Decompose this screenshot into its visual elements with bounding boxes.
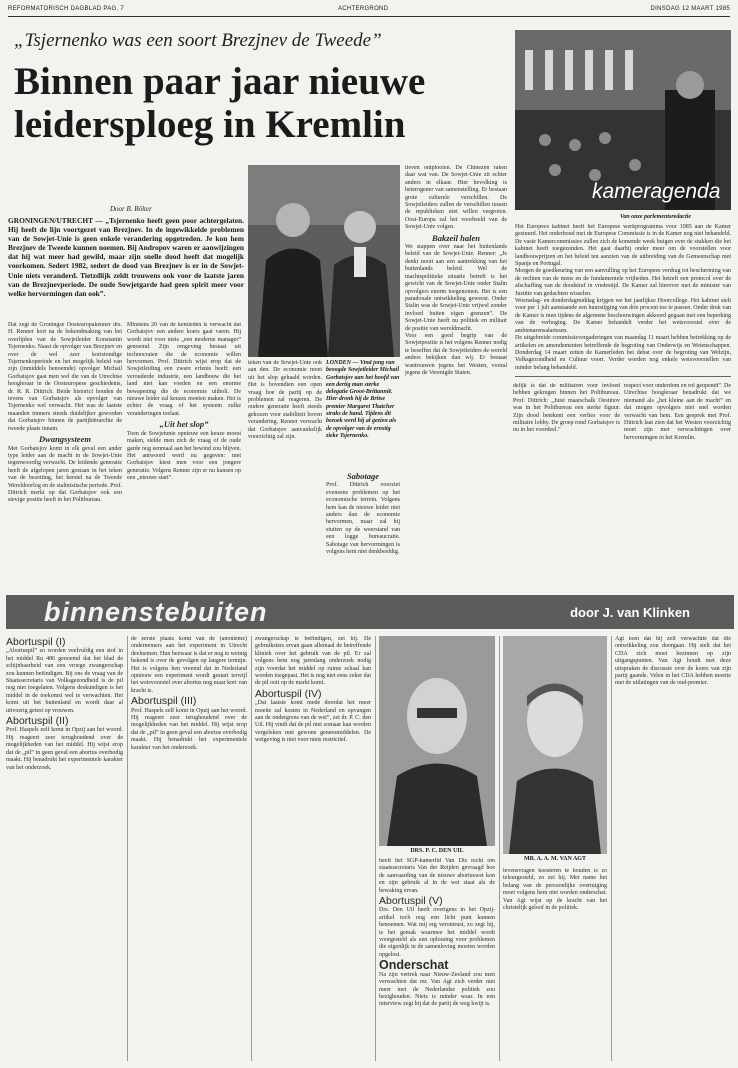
column-divider	[499, 636, 500, 1061]
van-agt-caption: MR. A. A. M. VAN AGT	[524, 856, 586, 862]
abortus-paragraph: Drs. Den Uil heeft overigens in het Opzij-artikel toch nog een licht punt kunnen benoemen. Wat mij erg verontrust, zo zegt hij, is het gemak waarmee het middel wordt voorgesteld als een oplossing voor problemen die eigenlijk in de samenleving moeten worden opgelost.	[379, 907, 495, 958]
column-divider	[127, 636, 128, 1061]
article-paragraph: Met Gorbatsjov komt in elk geval een ander type leider aan de macht in de Sowjet-Unie tegenwoordig verwacht. De leidende generatie heeft de afgelopen jaren gestaan in het teken van de bezetting, het herstel na de Tweede Wereldoorlog en de stalinistische periode. Prof. Dittrich merkt op dat Gorbatsjov ook een stevige positie heeft in het Politbureau.	[8, 445, 122, 504]
article-column-1	[8, 322, 122, 587]
onderschat-heading: Onderschat	[379, 958, 449, 973]
kameragenda-paragraph: De uitgebreide commissievergaderingen van maandag 11 maart hebben betrekking op de artikelen en amendementen betreffende de begroting van Onderwijs en Wetenschappen. Donderdag 14 maart zetten de Kamerleden het debat over de begroting van Welzijn, Volksgezondheid en Cultuur voort. Verder worden nog enkele wetsvoorstellen van minder belang behandeld.	[515, 335, 731, 371]
kameragenda-paragraph: Woensdag- en donderdagmiddag krijgen we het jaarlijkse Hoorcollege. Het kabinet stelt voor per 1 juli aanstaande een huurstijging van drie procent toe te passen. Onder druk van de Kamer is men tijdens de algemene beschouwingen akkoord gegaan met een beperking van de verhoging. De Kamer behandelt verder het wetsvoorstel over de ambtenarensalarissen.	[515, 298, 731, 334]
header-paper-name: REFORMATORISCH DAGBLAD PAG. 7	[8, 6, 125, 12]
abortus-column-1	[6, 636, 123, 1061]
article-paragraph: Dat zegt de Groningse Oosteuropakenner drs. H. Renner kort na de bekendmaking van het overlijden van de Sowjetleider Konstantin Tsjernenko. Naast de opvolger van Brezjnev en over de wel zeer kortstondige Tsjernenkoperiode en het mogelijk beleid van zijn (inmiddels benoemde) opvolger Michail Gorbatsjov gaat men wel die van de Utrechtse hoogleraar in de Oosteuropese geschiedenis, dr. R. R. Dittrich. Beide historici houden de tevens van Gorbatsjov als opvolger van Tsjernenko wel verwacht. Het was de laatste maanden immers steeds duidelijker geworden dat Gorbatsjov binnen de partijhiërarchie de tweede plaats innam.	[8, 322, 122, 432]
abortus-paragraph: de eerste plaats komt van de (anonieme) ondernemers aan het experiment in Utrecht deelnemen. Hun bezwaar is dat er nog te weinig bekend is over de gevolgen op langere termijn. Het is volgens hen vreemd dat in Nederland opnieuw een experiment wordt gestart terwijl het wetsvoorstel over abortus nog maar kort van kracht is.	[131, 636, 247, 694]
column-divider	[375, 636, 376, 1061]
photo-caption-londen: LONDEN — Vind jong van beoogde Sowjetleider Michail Gorbatsjov aan het hoofd van een dertig man sterke delegatie Groot-Brittannië. Hier dronk hij de Britse premier Margaret Thatcher straks de hand. Tijdens dit bezoek werd hij al gezien als de opvolger van de ernstig zieke Tsjernenko.	[326, 360, 400, 439]
portrait-icon	[379, 636, 495, 846]
abortus-heading-2: Abortuspil (II)	[6, 715, 69, 728]
abortus-column-6	[615, 636, 731, 1061]
kameragenda-title: kameragenda	[592, 180, 721, 203]
article-paragraph: Minstens 20 van de kemleden is verwacht dat Gorbatsjov een andere koers gaat varen. Hij wordt niet voor niets „een moderne manager” genoemd. Zijn omgeving bestaat uit technocraten die de economie willen hervormen. Prof. Dittrich wijst erop dat de Sowjetleiding een zware erfenis heeft: een verouderde industrie, een landbouw die het land niet kan voeden en een enorme bewapening die de economie uitholt. De nieuwe leider zal keuzes moeten maken. Het is echter de vraag of het systeem zulke veranderingen toelaat.	[127, 322, 241, 417]
article-paragraph: teken van de Sowjet-Unie ook aan den. De economie moet uit het slop gehaald worden. Het is bovendien een open vraag hoe de partij op de problemen zal reageren. De oudere generatie heeft steeds gekozen voor stabiliteit boven verandering. Renner verwacht dat Gorbatsjov aanvankelijk voorzichtig zal zijn.	[248, 360, 322, 441]
article-paragraph: Prof. Dittrich voorziet eveneens problemen op het economische terrein. Volgens hem kan de nieuwe leider niet anders dan de economie hervormen, maar zal hij stuiten op de weerstand van een logge bureaucratie. Sabotage van hervormingen is volgens hem niet denkbeeldig.	[326, 482, 400, 556]
article-paragraph: respect voor onderdom en rol geopendt”. De Utrechtse hoogleraar benadrukt dat we niemand als „het kleine aan de macht” en dat mogen opvolgers niet snel worden verwacht van hem. Een gesprek met Prof. Dittrich laat zien dat het Westen voorzichtig moet zijn met verwachtingen over hervormingen in het Kremlin.	[624, 383, 731, 441]
header-rule	[8, 16, 730, 17]
article-byline: Door B. Bölter	[110, 205, 152, 213]
article-column-3	[248, 360, 322, 587]
kameragenda-rule	[515, 376, 731, 377]
abortus-paragraph: Prof. Haspels zelf komt in Opzij aan het woord. Hij reageert zeer terughoudend over de mogelijkheden van het middel. Hij wijst erop dat de „pil” in geen geval een abortus overbodig maakt. Hij benadrukt het experimentele karakter van het onderzoek.	[131, 707, 247, 751]
header-section: ACHTERGROND	[338, 6, 389, 12]
article-paragraph: Voor een goed begrip van de Sowjetpositie is het volgens Renner nodig te beseffen dat de Sowjetleiders de wereld anders bekijken dan wij. Er bestaat wantrouwen jegens het Westen, vooral jegens de Verenigde Staten.	[405, 332, 507, 376]
abortus-column-4b	[379, 858, 495, 1061]
abortus-paragraph: Prof. Haspels zelf komt in Opzij aan het woord. Hij reageert zeer terughoudend over de mogelijkheden van het middel. Hij wijst erop dat de „pil” in geen geval een abortus overbodig maakt. Hij benadrukt het experimentele karakter van het onderzoek.	[6, 727, 123, 771]
article-column-3b	[326, 470, 400, 587]
photo-figures-icon	[248, 165, 400, 357]
column-divider	[251, 636, 252, 1061]
abortus-paragraph: levensvragen koesteren te houden is zo teleurgesteld, zo zei hij. Met name het belang van de persoonlijke overtuiging moet volgens hem niet worden onderschat. Van Agt wijst op de kracht van het christelijk geloof in de politiek.	[503, 868, 607, 912]
abortus-heading-3: Abortuspil (III)	[131, 695, 197, 708]
subhead-bakzeil-halen: Bakzeil halen	[432, 232, 480, 243]
kameragenda-credit: Van onze parlementsredactie	[620, 214, 692, 220]
den-uil-caption: DRS. P. C. DEN UIL	[410, 848, 464, 854]
abortus-paragraph: Na zijn vertrek naar Nieuw-Zeeland zou men verwachten dat mr. Van Agt zich verder niet meer met de Nederlandse politiek zou bezighouden. Niets is minder waar. In een interview zegt hij dat de partij de weg kwijt is.	[379, 971, 495, 1008]
abortus-paragraph: „Dat laatste komt mede doordat het meer moeite zal kosten in Nederland en opvangen aan de ondergrens van de wet”, zei dr. P. C. den Uil. Hij vindt dat de pil niet zomaar kan worden vergeleken met gewone geneesmiddelen. De wetgeving is niet voor niets restrictief.	[255, 700, 371, 744]
article-kicker: „Tsjernenko was een soort Brezjnev de Tweede”	[14, 30, 382, 51]
article-column-6	[513, 383, 620, 587]
van-agt-photo	[503, 636, 607, 854]
subhead-uit-het-slop: „Uit het slop”	[159, 419, 209, 430]
article-paragraph: delijk is dat de militairen voor invloed hebben gekregen binnen het Politbureau. Prof. Dittrich: „Juist maarschalk Oestinov was in het Politbureau een sterke figuur. Zijn dood betekent een verlies voor de militaire lobby. De groep rond Gorbatsjov is nu in het voordeel.”	[513, 383, 620, 434]
abortus-paragraph: heeft het SGP-kamerlid Van Dis recht om staatssecretaris Van der Reijden gevraagd hoe de aanvaarding van de nieuwe abortuswet kon en zijn gebruik al in de wet staat als de bewaking ervan.	[379, 858, 495, 894]
abortus-paragraph: „Abortuspil” zo worden veelvuldig een stof in het middel Ru 486 genoemd dat het blad de schijnbaarheid van een vroege zwangerschap zou kunnen beëindigen. Bij ons de vraag van de Staatssecretaris van Volksgezondheid is de pil nog niet toegelaten. Volgens deskundigen is het middel in de toekomst wel te verwachten. Het komt uit het buitenland en wordt daar al uitvoerig getest op vrouwen.	[6, 648, 123, 714]
kameragenda-paragraph: Het Europees kabinet heeft het Europese werkprogramma voor 1985 aan de Kamer gestuurd. Het onderhoud met de Europese Commissie is in de Kamer nog niet behandeld. De vaste Kamercommissies zullen zich de komende week buigen over de stukken die het kabinet heeft toegezonden. Het gaat daarbij onder meer om de voorstellen voor landbouwprijzen en het beleid ten aanzien van de uitbreiding van de Gemeenschap met Spanje en Portugal.	[515, 224, 731, 268]
subhead-sabotage: Sabotage	[346, 471, 380, 481]
banner-author: door J. van Klinken	[570, 605, 690, 620]
article-paragraph: We stappen over naar het buitenlands beleid van de Sowjet-Unie. Renner: „Je denkt nooit aan een aantrekking van het buitenlands beleid. Wel de machtspolitieke situatie betreft is het gewicht van de Sowjet-Unie onder Stalin opvolgers enorm toegenomen. Het is een paradoxale ontwikkeling geweest. Onder Stalin was de Sowjet-Unie vrijwel zonder invloed buiten eigen grenzen”. De Sowjet-Unie heeft nu politiek en militair de positie van wereldmacht.	[405, 244, 507, 332]
article-column-4	[405, 165, 507, 587]
abortus-heading-5: Abortuspil (V)	[379, 895, 443, 908]
binnenstebuiten-banner	[6, 595, 734, 629]
abortus-column-3	[255, 636, 371, 1061]
kameragenda-text	[515, 224, 731, 372]
article-column-7	[624, 383, 731, 587]
article-paragraph: tieven ontplooien. De Chinezen raken daar wat van. De Sowjet-Unie zit echter anders in elkaar. Hier bevolking is heterogener van samenstelling. Er bestaan grote culturele verschillen. De Sowjetleiders zullen de verschillen tussen de republieken niet willen vergroten. Oost-Europa zal het voorbeeld van de Sowjet-Unie volgen.	[405, 165, 507, 231]
subhead-dwangsysteem: Dwangsysteem	[39, 434, 91, 445]
header-date: DINSDAG 12 MAART 1985	[650, 6, 730, 12]
portrait-icon	[503, 636, 607, 854]
abortus-paragraph: Agt toen dat hij zelf verwachtte dat die ontwikkeling zou doorgaan. Hij stelt dat het CDA zich moet bezinnen op zijn uitgangspunten. Van Agt houdt met deze uitspraken de discussie over de koers van zijn partij gaande. Velen in het CDA hebben moeite met de uitlatingen van de oud-premier.	[615, 636, 731, 687]
abortus-heading-4: Abortuspil (IV)	[255, 687, 322, 700]
banner-title: binnenstebuiten	[44, 597, 268, 627]
gorbatsjov-photo	[248, 165, 400, 357]
article-headline: Binnen paar jaar nieuwe leidersploeg in Kremlin	[14, 60, 426, 146]
abortus-column-2	[131, 636, 247, 1061]
page-header	[8, 6, 730, 16]
column-divider	[611, 636, 612, 1061]
abortus-column-5	[503, 868, 607, 1061]
abortus-paragraph: zwangerschap te beëindigen, zei hij. De gebruiksters ervan gaan allemaal de betreffende kliniek over het gebruik van de pil. Er zal volgens hem nog jarenlang onderzoek nodig zijn voordat het middel op ruime schaal kan worden toegepast. Het is nog niet eens zeker dat de pil ooit op de markt komt.	[255, 636, 371, 687]
article-paragraph: Toen de Sowjetunie opnieuw een keuze moest maken, stelde men zich de vraag of de oude garde nog eenmaal aan het bewind zou blijven. Het antwoord werd nu gegeven: met Gorbatsjov kiest men voor een jongere generatie. Volgens Renner zijn er nu kansen op een „nieuwe start”.	[127, 430, 241, 482]
kameragenda-paragraph: Morgen de goedkeuring van een aanvulling op het Europees verdrag tot bescherming van de rechten van de mens en de fundamentele vrijheden. Het betreft een protocol over de afschaffing van de doodstraf in vredestijd. De Kamer zal hierover met de minister van Justitie van gedachten wisselen.	[515, 268, 731, 297]
article-column-2	[127, 322, 241, 587]
article-lead: GRONINGEN/UTRECHT — „Tsjernenko heeft geen poor achtergelaten. Hij heeft de lijn voortgezet van Brezjnev. In de ingewikkelde problemen van de Sowjet-Unie is geen enkele verandering opgetreden. Je kon hem Brezjnev de Tweede kunnen noemen. Bij Andropov waren er aanwijzingen dat hij wat meer had gewild, maar zijn snelle dood heeft dat mogelijk voorkomen. Sedert 1982, sedert de dood van Brezjnev is er in de Sowjet-Unie niets veranderd. Tietzdlijk zeldt trouwens ook voor de laatste jaren van de Brezjnevperiode. De oude Sowjetgarde had geen spirit meer voor welke hervormingen dan ook”.	[8, 216, 244, 298]
abortus-heading-1: Abortuspil (I)	[6, 636, 66, 648]
den-uil-photo	[379, 636, 495, 846]
